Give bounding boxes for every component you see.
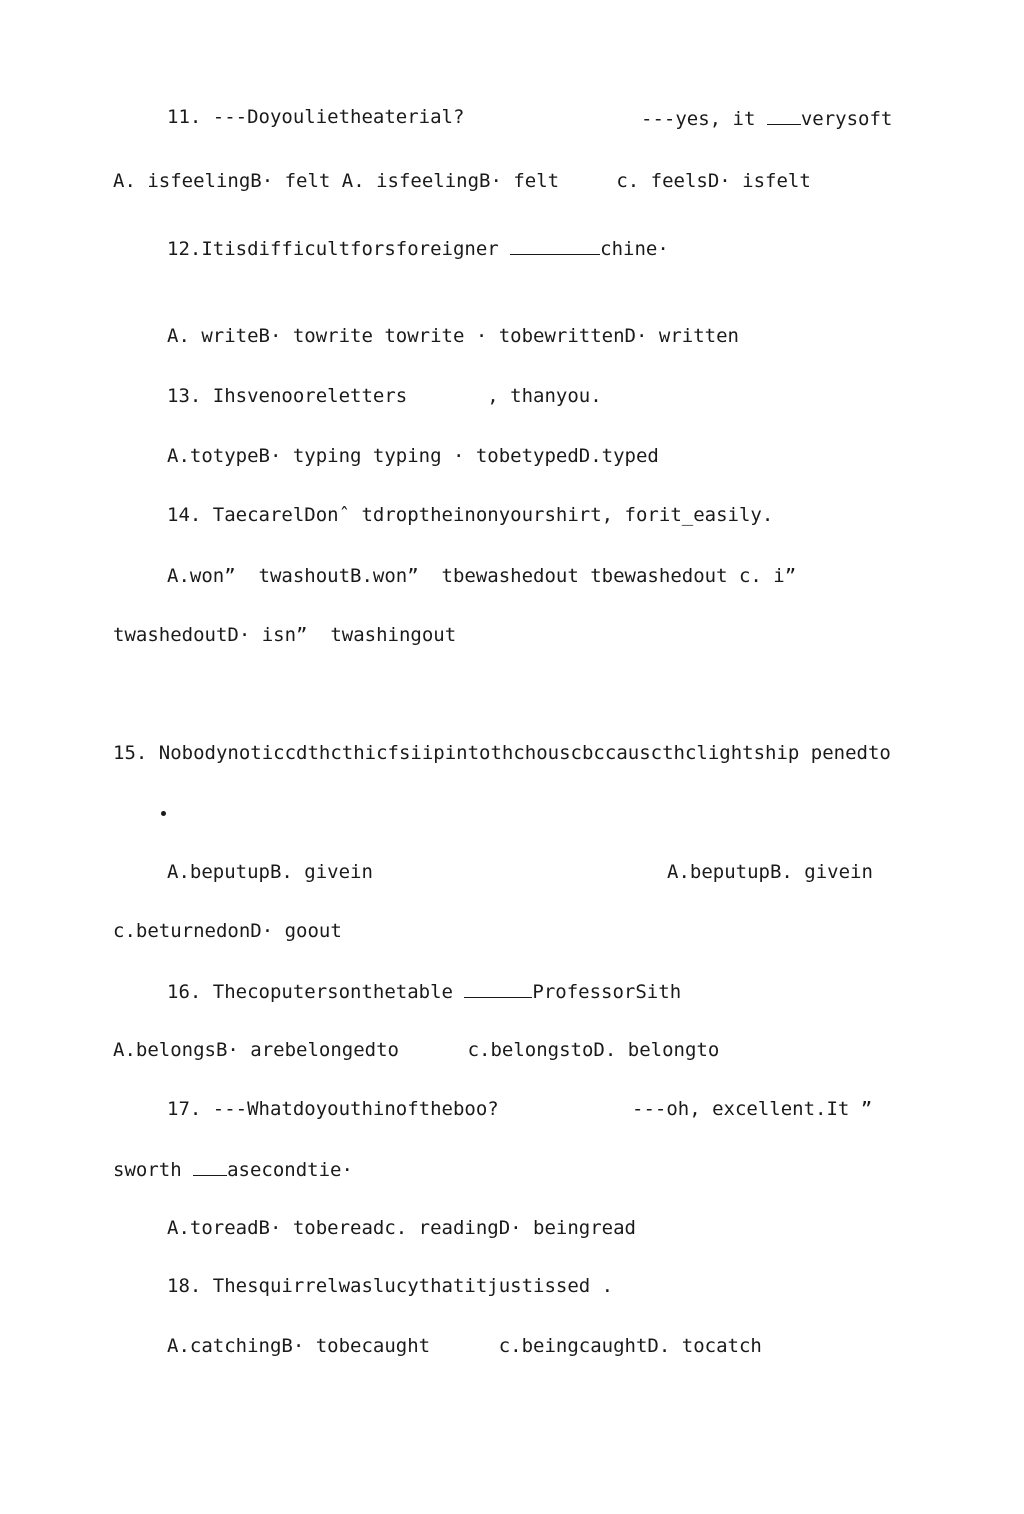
q17-continuation [113, 1159, 353, 1180]
q13-options: A.totypeB· typing typing · tobetypedD.typed [167, 445, 659, 467]
q14-stem: 14. TaecarelDonˆ tdroptheinonyourshirt, forit_easily. [167, 504, 774, 526]
q11-reply-text: ---yes, it [641, 108, 767, 130]
q18-stem: 18. Thesquirrelwaslucythatitjustissed . [167, 1275, 614, 1297]
q14-options-line2: twashedoutD· isn” twashingout [113, 624, 457, 646]
q14-options-line1: A.won” twashoutB.won” tbewashedout tbewashedout c. i” [167, 565, 797, 587]
q15-options-right: A.beputupB. givein [667, 861, 873, 883]
q17-cont-text: sworth [113, 1159, 194, 1181]
q15-options-left: A.beputupB. givein [167, 861, 373, 883]
q17-cont-tail: asecondtie· [227, 1159, 353, 1181]
q11-stem: 11. ---Doyoulietheaterial? [167, 106, 465, 128]
q17-blank [193, 1159, 227, 1176]
q12-options: A. writeB· towrite towrite · tobewrittenD· written [167, 325, 739, 347]
q16-options: A.belongsB· arebelongedto c.belongstoD. belongto [113, 1039, 720, 1061]
q11-options: A. isfeelingB· felt A. isfeelingB· felt c. feelsD· isfelt [113, 170, 811, 192]
q11-reply [641, 108, 892, 129]
q17-options: A.toreadB· tobereadc. readingD· beingread [167, 1217, 636, 1239]
q17-stem: 17. ---Whatdoyouthinoftheboo? [167, 1098, 499, 1120]
q15-bullet-dot [161, 811, 166, 816]
q16-stem [167, 981, 681, 1002]
q11-blank [767, 108, 801, 125]
q11-reply-tail: verysoft [800, 108, 893, 130]
q16-blank [464, 981, 532, 998]
q16-stem-text: 16. Thecoputersonthetable [167, 981, 465, 1003]
q12-stem [167, 238, 669, 259]
q16-stem-tail: ProfessorSith [532, 981, 682, 1003]
q17-reply: ---oh, excellent.It ” [632, 1098, 873, 1120]
q12-stem-text: 12.Itisdifficultforsforeigner [167, 238, 511, 260]
q13-stem: 13. Ihsvenooreletters , thanyou. [167, 385, 602, 407]
q12-blank [510, 238, 600, 255]
q15-stem: 15. Nobodynoticcdthcthicfsiipintothchouscbccauscthclightship penedto [113, 742, 891, 764]
q15-options-line2: c.beturnedonD· goout [113, 920, 342, 942]
q18-options: A.catchingB· tobecaught c.beingcaughtD. tocatch [167, 1335, 762, 1357]
q12-stem-tail: chine· [600, 238, 669, 260]
